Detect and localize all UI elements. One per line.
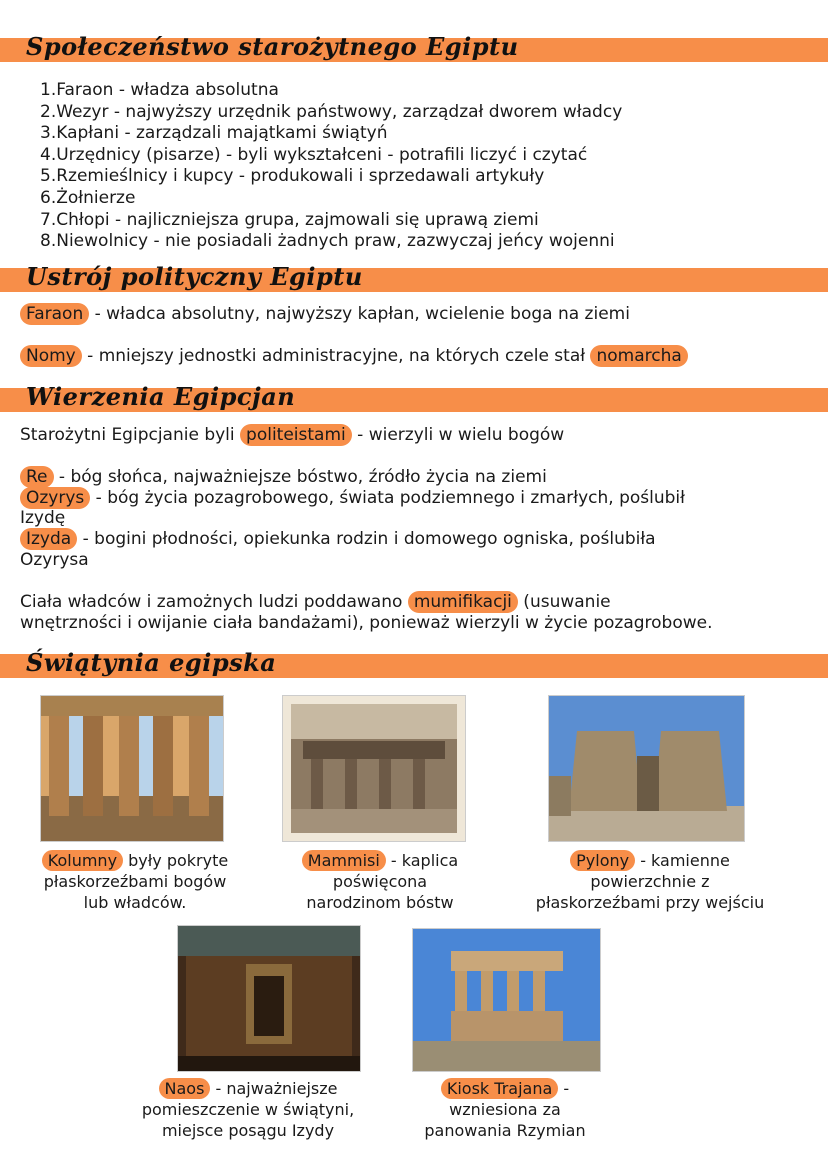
section-band-political (0, 262, 828, 292)
caption-kiosk: Kiosk Trajana - wzniesiona za panowania Rzymian (424, 1079, 586, 1140)
term-pylony: Pylony (570, 850, 635, 871)
section-title-beliefs: Wierzenia Egipcjan (26, 382, 296, 411)
caption-naos: Naos - najważniejsze pomieszczenie w świątyni, miejsce posągu Izydy (141, 1079, 355, 1140)
section-band-society (0, 32, 828, 62)
term-nomarcha: nomarcha (590, 345, 687, 367)
section-title-society: Społeczeństwo starożytnego Egiptu (26, 32, 519, 61)
term-re: Re (20, 466, 54, 488)
mammisi-photo (282, 695, 466, 842)
caption-mammisi: Mammisi - kaplica poświęcona narodzinom bóstw (270, 850, 490, 913)
list-item: 4.Urzędnicy (pisarze) - byli wykształceni - potrafili liczyć i czytać (40, 144, 588, 165)
list-item: 2.Wezyr - najwyższy urzędnik państwowy, zarządzał dworem władcy (40, 101, 623, 122)
pylons-photo (548, 695, 745, 842)
term-izyda: Izyda (20, 528, 77, 550)
section-band-beliefs (0, 382, 828, 412)
term-mammisi: Mammisi (302, 850, 386, 871)
term-kiosk-trajana: Kiosk Trajana (441, 1078, 558, 1099)
ozyrys-definition-cont: Izydę (20, 508, 66, 528)
faraon-definition: Faraon - władca absolutny, najwyższy kapłan, wcielenie boga na ziemi (20, 304, 630, 326)
term-kolumny: Kolumny (42, 850, 123, 871)
caption-kolumny: Kolumny były pokryte płaskorzeźbami bogów lub władców. (43, 851, 229, 912)
list-item: 8.Niewolnicy - nie posiadali żadnych praw, zazwyczaj jeńcy wojenni (40, 231, 615, 252)
beliefs-intro: Starożytni Egipcjanie byli politeistami - wierzyli w wielu bogów (20, 425, 565, 445)
mummification-text: Ciała władców i zamożnych ludzi poddawano mumifikacji (usuwanie (20, 592, 611, 612)
re-definition: Re - bóg słońca, najważniejsze bóstwo, źródło życia na ziemi (20, 467, 547, 489)
term-faraon: Faraon (20, 303, 89, 325)
list-item: 7.Chłopi - najliczniejsza grupa, zajmowali się uprawą ziemi (40, 209, 539, 230)
section-title-temple: Świątynia egipska (26, 648, 277, 677)
term-politeistami: politeistami (240, 424, 352, 446)
caption-pylony: Pylony - kamienne powierzchnie z płaskorzeźbami przy wejściu (535, 851, 765, 912)
section-title-political: Ustrój polityczny Egiptu (26, 262, 363, 291)
list-item: 3.Kapłani - zarządzali majątkami świątyń (40, 123, 388, 144)
section-band-temple (0, 648, 828, 678)
list-item: 6.Żołnierze (40, 187, 136, 208)
term-ozyrys: Ozyrys (20, 487, 90, 509)
naos-photo (177, 925, 361, 1072)
nomy-definition: Nomy - mniejszy jednostki administracyjne, na których czele stał nomarcha (20, 346, 688, 368)
izyda-definition: Izyda - bogini płodności, opiekunka rodzin i domowego ogniska, poślubiła (20, 529, 656, 551)
society-list (40, 80, 622, 253)
list-item: 5.Rzemieślnicy i kupcy - produkowali i sprzedawali artykuły (40, 166, 545, 187)
kiosk-photo (412, 928, 601, 1072)
izyda-definition-cont: Ozyrysa (20, 550, 89, 570)
term-mumifikacji: mumifikacji (408, 591, 518, 613)
term-naos: Naos (159, 1078, 211, 1099)
list-item: 1.Faraon - władza absolutna (40, 80, 279, 100)
term-nomy: Nomy (20, 345, 82, 367)
ozyrys-definition: Ozyrys - bóg życia pozagrobowego, świata podziemnego i zmarłych, poślubił (20, 488, 685, 510)
columns-photo (40, 695, 224, 842)
mummification-text-cont: wnętrzności i owijanie ciała bandażami), ponieważ wierzyli w życie pozagrobowe. (20, 613, 713, 633)
